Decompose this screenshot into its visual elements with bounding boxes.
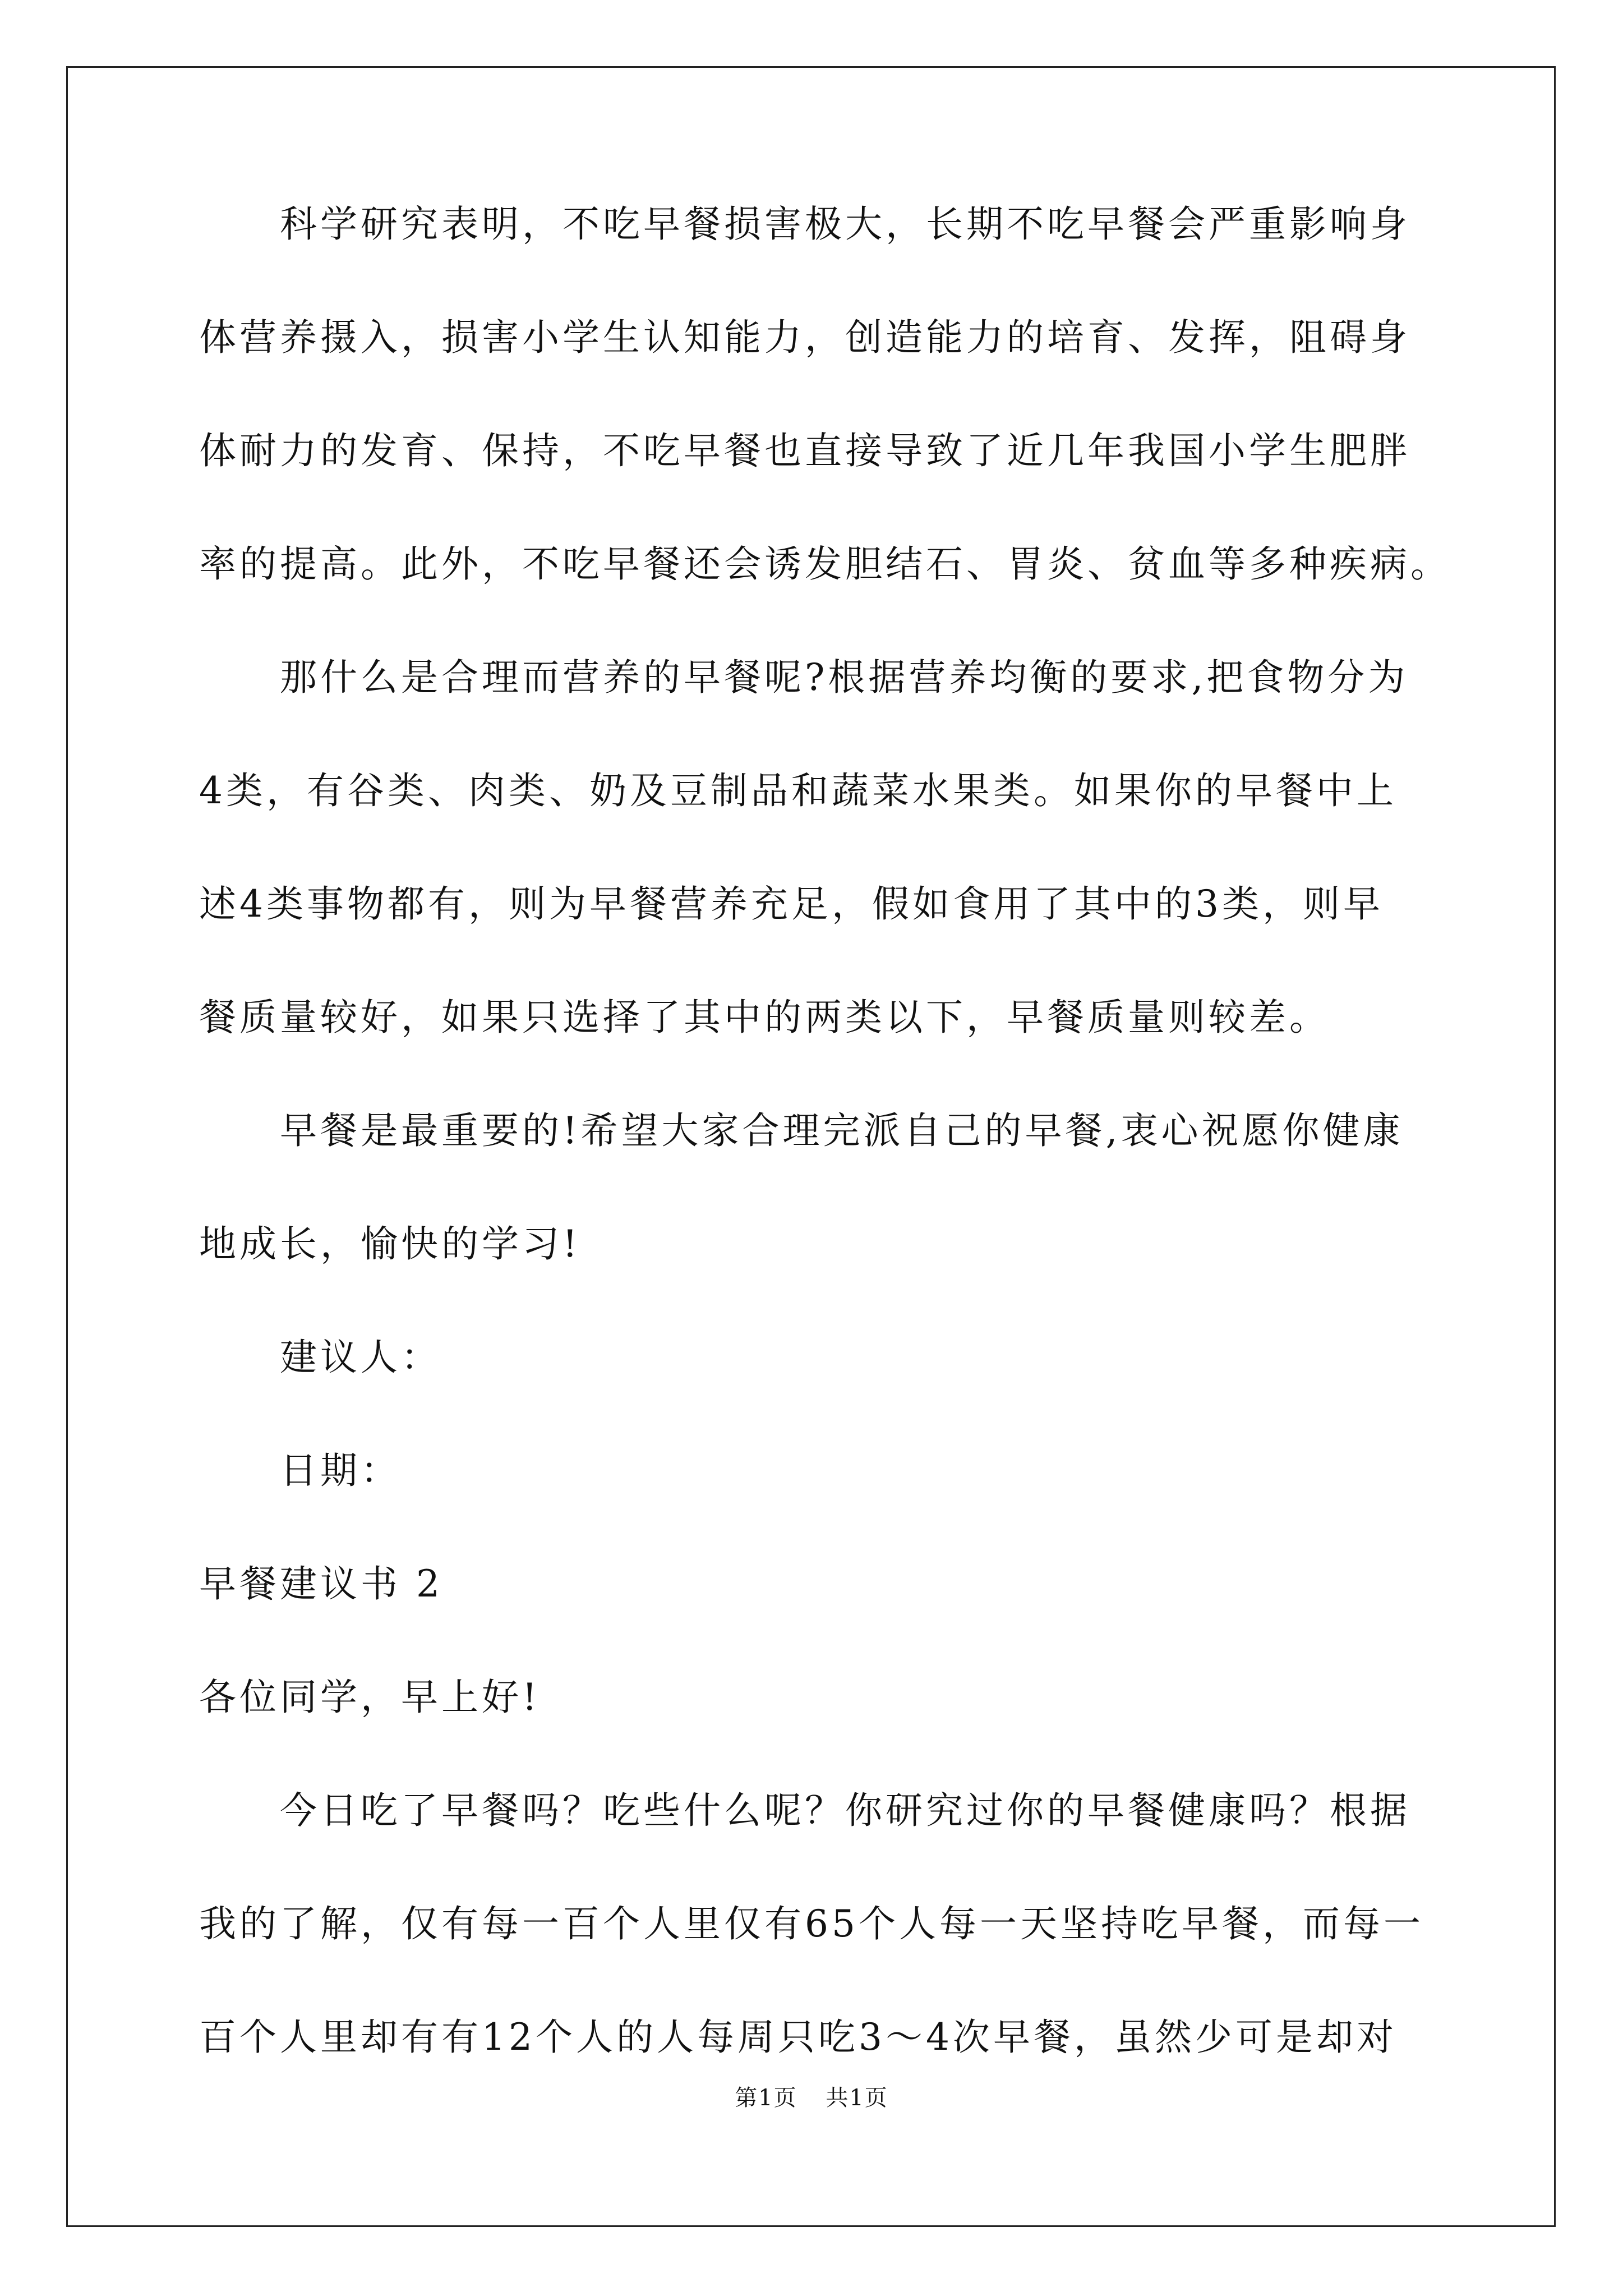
paragraph-line-2: 体营养摄入，损害小学生认知能力，创造能力的培育、发挥，阻碍身 <box>199 316 1410 359</box>
paragraph-line-3: 体耐力的发育、保持，不吃早餐也直接导致了近几年我国小学生肥胖 <box>199 429 1410 472</box>
section-title: 早餐建议书 2 <box>199 1562 443 1605</box>
page-total: 共1页 <box>826 2085 888 2111</box>
paragraph-line-6: 4类，有谷类、肉类、奶及豆制品和蔬菜水果类。如果你的早餐中上 <box>199 769 1397 812</box>
greeting-line: 各位同学，早上好! <box>199 1676 541 1719</box>
paragraph-line-1: 科学研究表明，不吃早餐损害极大，长期不吃早餐会严重影响身 <box>199 203 1410 246</box>
paragraph-line-4: 率的提高。此外，不吃早餐还会诱发胆结石、胃炎、贫血等多种疾病。 <box>199 542 1451 586</box>
paragraph-line-8: 餐质量较好，如果只选择了其中的两类以下，早餐质量则较差。 <box>199 996 1330 1039</box>
paragraph-line-16: 我的了解，仅有每一百个人里仅有65个人每一天坚持吃早餐，而每一 <box>199 1902 1424 1945</box>
date-label: 日期： <box>199 1449 401 1492</box>
page-footer <box>0 2080 1623 2112</box>
proposer-label: 建议人： <box>199 1336 441 1379</box>
paragraph-line-7: 述4类事物都有，则为早餐营养充足，假如食用了其中的3类，则早 <box>199 882 1384 926</box>
paragraph-line-9: 早餐是最重要的!希望大家合理完派自己的早餐,衷心祝愿你健康 <box>199 1109 1404 1152</box>
paragraph-line-15: 今日吃了早餐吗？吃些什么呢？你研究过你的早餐健康吗？根据 <box>199 1789 1410 1832</box>
paragraph-line-10: 地成长，愉快的学习! <box>199 1222 581 1266</box>
paragraph-line-17: 百个人里却有有12个人的人每周只吃3～4次早餐，虽然少可是却对 <box>199 2016 1397 2059</box>
page-number: 第1页 <box>735 2085 797 2111</box>
paragraph-line-5: 那什么是合理而营养的早餐呢?根据营养均衡的要求,把食物分为 <box>199 656 1409 699</box>
